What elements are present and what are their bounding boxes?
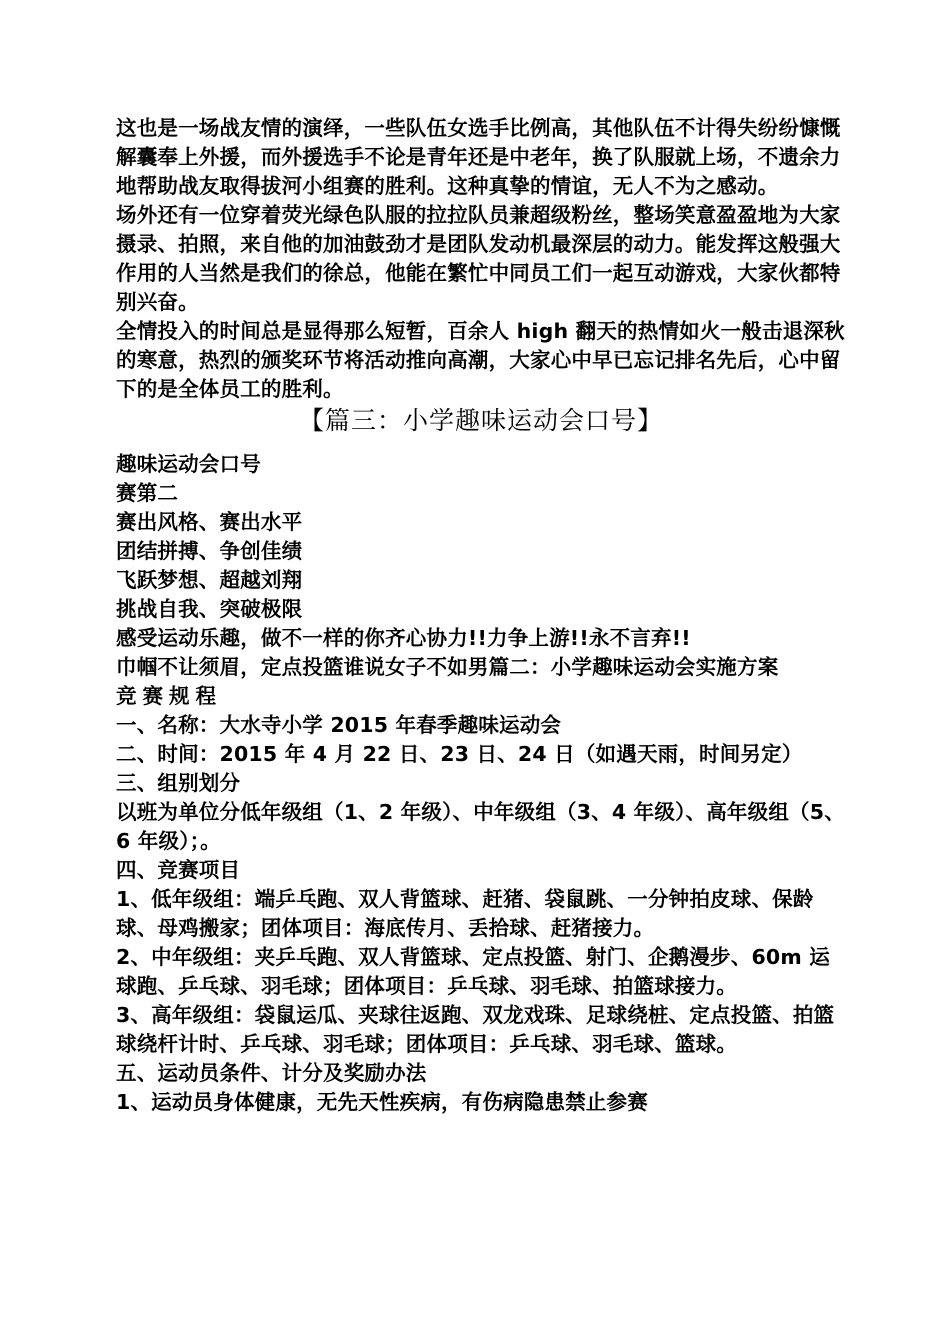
slogan-heading: 趣味运动会口号 (116, 452, 261, 476)
rules-time: 二、时间：2015 年 4 月 22 日、23 日、24 日（如遇天雨，时间另定） (116, 742, 803, 766)
slogan-line: 赛第二 (116, 481, 179, 505)
slogan-line: 团结拼搏、争创佳绩 (116, 539, 303, 563)
document-page (116, 114, 846, 1117)
rules-heading: 竞赛规程 (116, 684, 222, 708)
section-title: 【篇三：小学趣味运动会口号】 (298, 406, 663, 435)
slogan-line: 挑战自我、突破极限 (116, 597, 303, 621)
slogan-line: 飞跃梦想、超越刘翔 (116, 568, 303, 592)
slogan-line: 感受运动乐趣，做不一样的你齐心协力!!力争上游!!永不言弃!! (116, 626, 691, 650)
rules-groups-heading: 三、组别划分 (116, 771, 241, 795)
rules-name: 一、名称：大水寺小学 2015 年春季趣味运动会 (116, 713, 562, 737)
rules-events-low: 1、低年级组：端乒乓跑、双人背篮球、赶猪、袋鼠跳、一分钟拍皮球、保龄球、母鸡搬家；团体项目：海底传月、丢拾球、赶猪接力。 (116, 887, 814, 940)
rules-events-high: 3、高年级组：袋鼠运瓜、夹球往返跑、双龙戏珠、足球绕桩、定点投篮、拍篮球绕杆计时、乒乓球、羽毛球；团体项目：乒乓球、羽毛球、篮球。 (116, 1003, 835, 1056)
paragraph-cheerleader: 场外还有一位穿着荧光绿色队服的拉拉队员兼超级粉丝，整场笑意盈盈地为大家摄录、拍照，来自他的加油鼓劲才是团队发动机最深层的动力。能发挥这般强大作用的人当然是我们的徐总，他能在繁忙中同员工们一起互动游戏，大家伙都特别兴奋。 (116, 203, 841, 314)
rules-events-mid: 2、中年级组：夹乒乓跑、双人背篮球、定点投篮、射门、企鹅漫步、60m 运球跑、乒乓球、羽毛球；团体项目：乒乓球、羽毛球、拍篮球接力。 (116, 945, 830, 998)
rules-athletes-health: 1、运动员身体健康，无先天性疾病，有伤病隐患禁止参赛 (116, 1090, 648, 1114)
rules-events-heading: 四、竞赛项目 (116, 858, 241, 882)
rules-groups: 以班为单位分低年级组（1、2 年级）、中年级组（3、4 年级）、高年级组（5、6 年级）；。 (116, 800, 845, 853)
slogan-line: 巾帼不让须眉，定点投篮谁说女子不如男篇二：小学趣味运动会实施方案 (116, 655, 779, 679)
slogan-line: 赛出风格、赛出水平 (116, 510, 303, 534)
rules-athletes-heading: 五、运动员条件、计分及奖励办法 (116, 1061, 427, 1085)
paragraph-ending: 全情投入的时间总是显得那么短暂，百余人 high 翻天的热情如火一般击退深秋的寒意，热烈的颁奖环节将活动推向高潮，大家心中早已忘记排名先后，心中留下的是全体员工的胜利。 (116, 319, 845, 401)
paragraph-teamwork: 这也是一场战友情的演绎，一些队伍女选手比例高，其他队伍不计得失纷纷慷慨解囊奉上外援，而外援选手不论是青年还是中老年，换了队服就上场，不遗余力地帮助战友取得拔河小组赛的胜利。这种真挚的情谊，无人不为之感动。 (116, 116, 841, 198)
